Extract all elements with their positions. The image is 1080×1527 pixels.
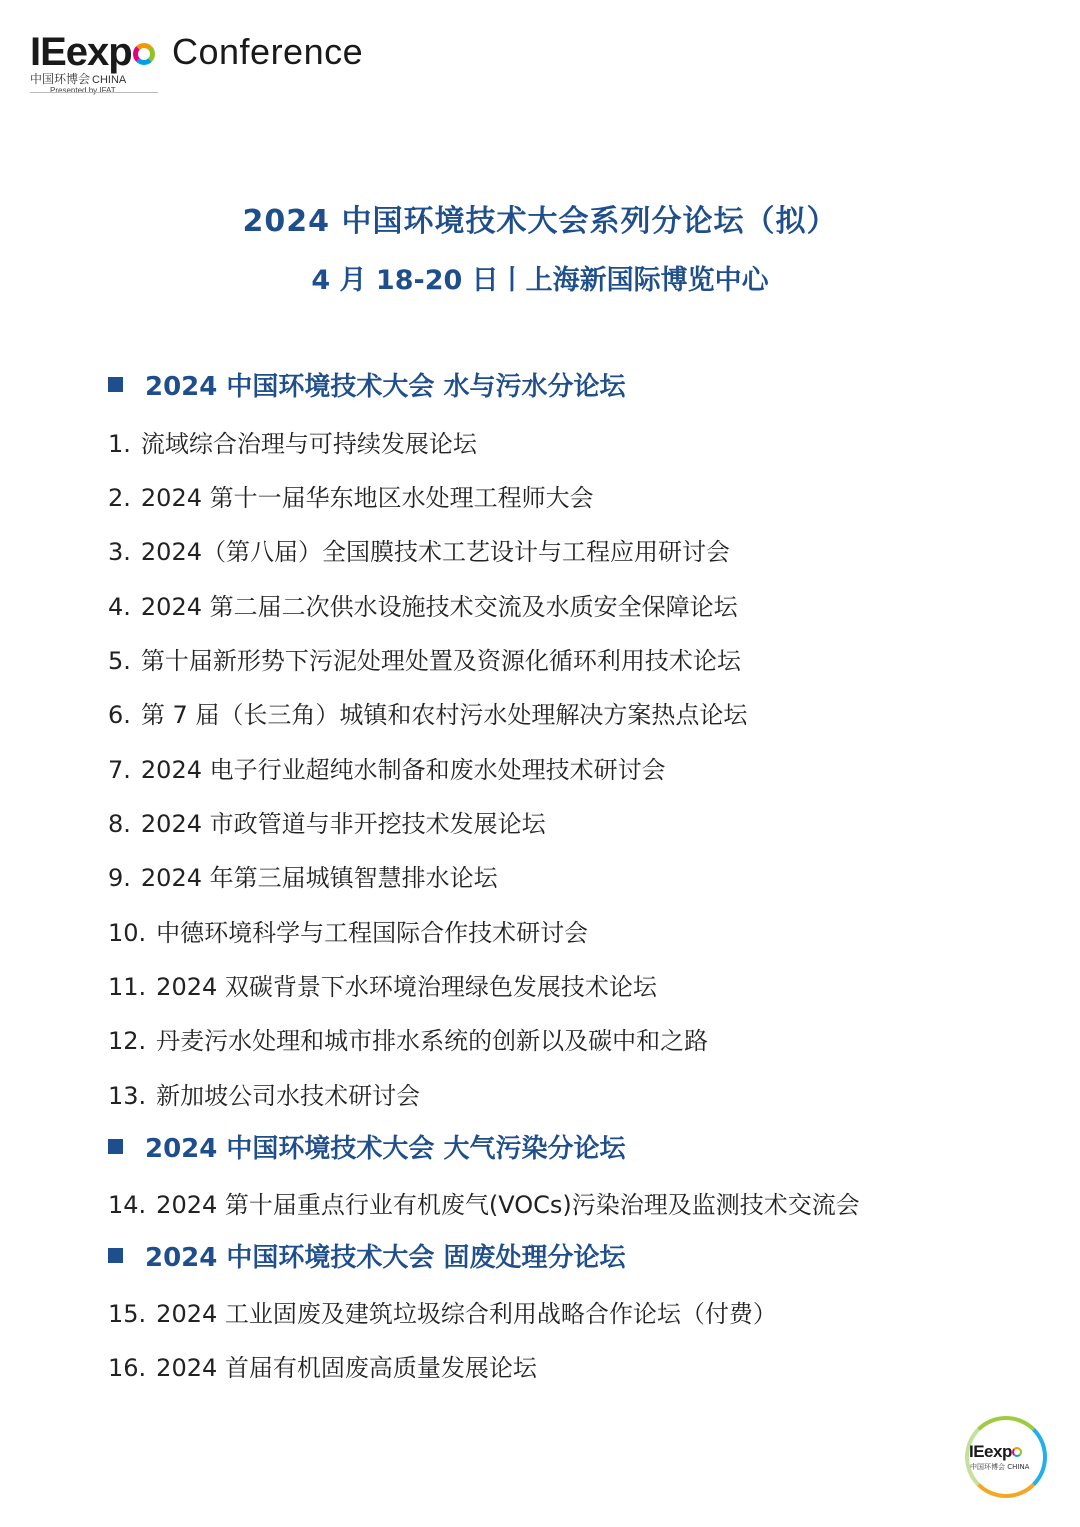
list-item: 9. 2024 年第三届城镇智慧排水论坛	[108, 864, 498, 892]
section-heading-water: 2024 中国环境技术大会 水与污水分论坛	[108, 366, 625, 403]
list-item: 12. 丹麦污水处理和城市排水系统的创新以及碳中和之路	[108, 1027, 709, 1055]
list-item: 3. 2024（第八届）全国膜技术工艺设计与工程应用研讨会	[108, 538, 730, 566]
list-item: 1. 流域综合治理与可持续发展论坛	[108, 430, 477, 458]
square-bullet-icon	[108, 1139, 123, 1154]
list-item: 14. 2024 第十届重点行业有机废气(VOCs)污染治理及监测技术交流会	[108, 1191, 860, 1219]
ieexpo-anniversary-badge	[955, 1410, 1055, 1505]
page-subtitle: 4 月 18-20 日丨上海新国际博览中心	[311, 265, 769, 296]
logo-wordmark: IEexp	[30, 30, 155, 74]
logo-divider	[30, 92, 158, 93]
list-item: 5. 第十届新形势下污泥处理处置及资源化循环利用技术论坛	[108, 647, 741, 675]
list-item: 7. 2024 电子行业超纯水制备和废水处理技术研讨会	[108, 756, 666, 784]
section-heading-solid-waste: 2024 中国环境技术大会 固废处理分论坛	[108, 1237, 625, 1274]
badge-o-icon	[1012, 1447, 1022, 1457]
logo-ring-icon	[133, 43, 155, 65]
logo-presented-by: Presented by IFAT	[50, 86, 116, 95]
list-item: 13. 新加坡公司水技术研讨会	[108, 1082, 421, 1110]
logo-chinese-name: 中国环博会 CHINA	[30, 72, 127, 86]
page-title: 2024 中国环境技术大会系列分论坛（拟）	[242, 204, 838, 239]
logo-conference-text: Conference	[172, 31, 364, 72]
section-heading-air: 2024 中国环境技术大会 大气污染分论坛	[108, 1128, 625, 1165]
ieexpo-conference-logo	[30, 30, 390, 100]
badge-wordmark: IEexp	[969, 1442, 1022, 1462]
square-bullet-icon	[108, 377, 123, 392]
list-item: 16. 2024 首届有机固废高质量发展论坛	[108, 1354, 537, 1382]
list-item: 2. 2024 第十一届华东地区水处理工程师大会	[108, 484, 594, 512]
list-item: 15. 2024 工业固废及建筑垃圾综合利用战略合作论坛（付费）	[108, 1300, 777, 1328]
badge-chinese-name: 中国环博会 CHINA	[970, 1463, 1030, 1471]
square-bullet-icon	[108, 1248, 123, 1263]
list-item: 11. 2024 双碳背景下水环境治理绿色发展技术论坛	[108, 973, 657, 1001]
list-item: 8. 2024 市政管道与非开挖技术发展论坛	[108, 810, 546, 838]
list-item: 4. 2024 第二届二次供水设施技术交流及水质安全保障论坛	[108, 593, 738, 621]
list-item: 10. 中德环境科学与工程国际合作技术研讨会	[108, 919, 589, 947]
list-item: 6. 第 7 届（长三角）城镇和农村污水处理解决方案热点论坛	[108, 701, 748, 729]
